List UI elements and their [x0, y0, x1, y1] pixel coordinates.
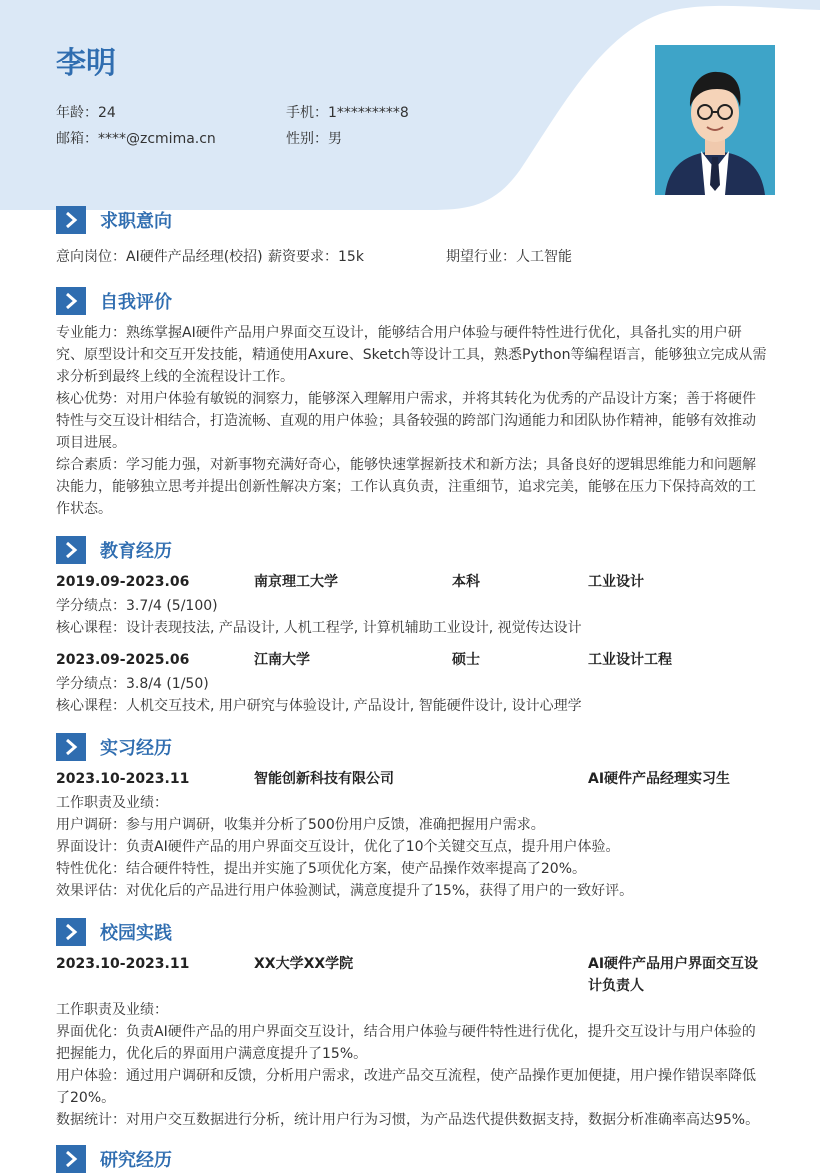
- campus-duty: 数据统计：对用户交互数据进行分析，统计用户行为习惯，为产品迭代提供数据支持，数据分析准确率高达95%。: [56, 1112, 760, 1128]
- intent-position: 意向岗位：AI硬件产品经理(校招): [56, 249, 263, 265]
- section-campus-practice: [56, 917, 172, 947]
- edu-degree: 本科: [452, 574, 480, 590]
- internship-duty: 效果评估：对优化后的产品进行用户体验测试，满意度提升了15%，获得了用户的一致好评。: [56, 883, 634, 899]
- section-title: 教育经历: [100, 541, 172, 562]
- internship-period: 2023.10-2023.11: [56, 771, 190, 787]
- campus-role: 计负责人: [588, 978, 644, 994]
- internship-company: 智能创新科技有限公司: [254, 771, 394, 787]
- chevron-right-icon: [56, 733, 86, 761]
- self-eval-qualities: 综合素质：学习能力强，对新事物充满好奇心，能够快速掌握新技术和新方法；具备良好的逻辑思维能力和问题解决能力，能够独立思考并提出创新性解决方案；工作认真负责，注重细节，追求完美，能够在压力下保持高效的工作状态。: [56, 457, 756, 517]
- internship-duty: 特性优化：结合硬件特性，提出并实施了5项优化方案，使产品操作效率提高了20%。: [56, 861, 587, 877]
- gender-field: 性别：男: [286, 131, 342, 147]
- profile-photo: [655, 45, 775, 195]
- internship-duty: 用户调研：参与用户调研，收集并分析了500份用户反馈，准确把握用户需求。: [56, 817, 545, 833]
- email-field: 邮箱：****@zcmima.cn: [56, 131, 216, 147]
- edu-degree: 硕士: [452, 652, 480, 668]
- edu-period: 2019.09-2023.06: [56, 574, 190, 590]
- section-internship: [56, 732, 172, 762]
- intent-industry: 期望行业：人工智能: [446, 249, 572, 265]
- section-title: 实习经历: [100, 738, 172, 759]
- chevron-right-icon: [56, 918, 86, 946]
- edu-courses: 核心课程：人机交互技术, 用户研究与体验设计, 产品设计, 智能硬件设计, 设计心理学: [56, 698, 582, 714]
- section-title: 校园实践: [100, 923, 172, 944]
- age-field: 年龄：24: [56, 105, 116, 121]
- campus-org: XX大学XX学院: [254, 956, 354, 972]
- self-eval-advantages: 核心优势：对用户体验有敏锐的洞察力，能够深入理解用户需求，并将其转化为优秀的产品设计方案；善于将硬件特性与交互设计相结合，打造流畅、直观的用户体验；具备较强的跨部门沟通能力和团队协作精神，能够有效推动项目进展。: [56, 391, 756, 451]
- internship-duty-label: 工作职责及业绩：: [56, 795, 168, 811]
- chevron-right-icon: [56, 1145, 86, 1173]
- campus-role: AI硬件产品用户界面交互设: [588, 956, 759, 972]
- phone-field: 手机：1*********8: [286, 105, 409, 121]
- internship-duty: 界面设计：负责AI硬件产品的用户界面交互设计，优化了10个关键交互点，提升用户体验。: [56, 839, 620, 855]
- edu-school: 江南大学: [254, 652, 310, 668]
- edu-major: 工业设计: [588, 574, 644, 590]
- section-education: [56, 535, 172, 565]
- chevron-right-icon: [56, 536, 86, 564]
- section-research: [56, 1144, 172, 1174]
- candidate-name: 李明: [56, 46, 116, 81]
- campus-duty: 用户体验：通过用户调研和反馈，分析用户需求，改进产品交互流程，使产品操作更加便捷，用户操作错误率降低了20%。: [56, 1068, 756, 1106]
- campus-period: 2023.10-2023.11: [56, 956, 190, 972]
- edu-gpa: 学分绩点：3.7/4 (5/100): [56, 598, 218, 614]
- campus-duty-label: 工作职责及业绩：: [56, 1002, 168, 1018]
- section-title: 求职意向: [100, 211, 172, 232]
- edu-school: 南京理工大学: [254, 574, 338, 590]
- section-title: 自我评价: [100, 292, 172, 313]
- section-job-intent: [56, 205, 172, 235]
- section-self-evaluation: [56, 286, 172, 316]
- section-title: 研究经历: [100, 1150, 172, 1171]
- edu-period: 2023.09-2025.06: [56, 652, 190, 668]
- chevron-right-icon: [56, 206, 86, 234]
- self-eval-professional: 专业能力：熟练掌握AI硬件产品用户界面交互设计，能够结合用户体验与硬件特性进行优化，具备扎实的用户研究、原型设计和交互开发技能，精通使用Axure、Sketch等设计工具，熟悉Python等编程语言，能够独立完成从需求分析到最终上线的全流程设计工作。: [56, 325, 767, 385]
- chevron-right-icon: [56, 287, 86, 315]
- campus-duty: 界面优化：负责AI硬件产品的用户界面交互设计，结合用户体验与硬件特性进行优化，提升交互设计与用户体验的把握能力，优化后的界面用户满意度提升了15%。: [56, 1024, 756, 1062]
- edu-courses: 核心课程：设计表现技法, 产品设计, 人机工程学, 计算机辅助工业设计, 视觉传达设计: [56, 620, 582, 636]
- edu-gpa: 学分绩点：3.8/4 (1/50): [56, 676, 209, 692]
- intent-salary: 薪资要求：15k: [268, 249, 364, 265]
- internship-role: AI硬件产品经理实习生: [588, 771, 731, 787]
- edu-major: 工业设计工程: [588, 652, 672, 668]
